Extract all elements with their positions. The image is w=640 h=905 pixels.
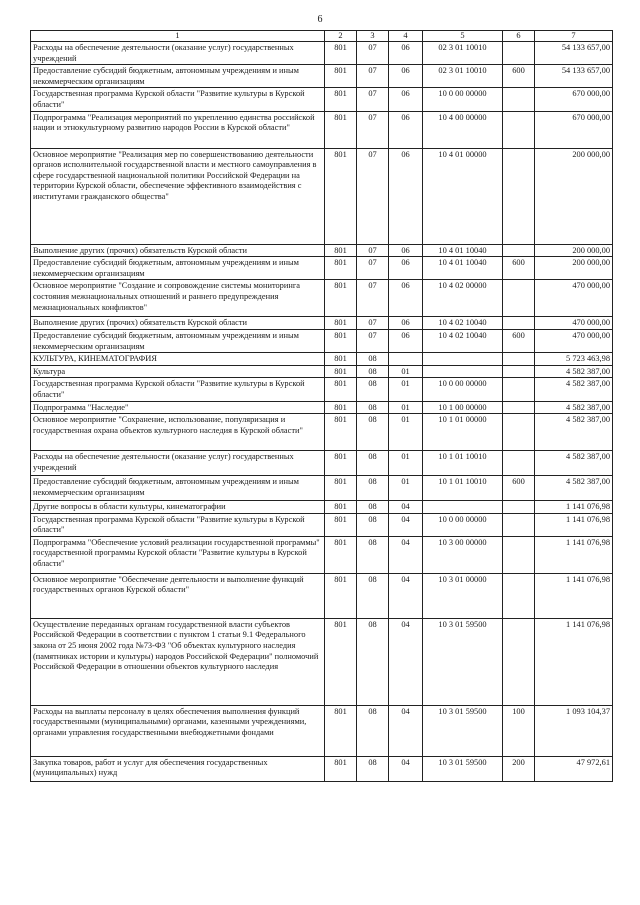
- cell-c2: 801: [325, 573, 357, 618]
- cell-c6: [503, 365, 535, 378]
- table-row: [31, 353, 613, 366]
- cell-c6: 600: [503, 257, 535, 280]
- cell-c4: 04: [389, 536, 423, 573]
- cell-c2: 801: [325, 501, 357, 514]
- cell-c5: 02 3 01 10010: [423, 42, 503, 65]
- cell-c2: 801: [325, 280, 357, 317]
- cell-c5: 10 1 01 10010: [423, 451, 503, 476]
- table-row: [31, 476, 613, 501]
- cell-c2: 801: [325, 317, 357, 330]
- row-name: Предоставление субсидий бюджетным, автономным учреждениям и иным некоммерческим организациям: [31, 65, 325, 88]
- cell-c4: 06: [389, 244, 423, 257]
- cell-c6: 200: [503, 756, 535, 781]
- cell-c5: 02 3 01 10010: [423, 65, 503, 88]
- table-row: [31, 317, 613, 330]
- cell-amount: 200 000,00: [535, 148, 613, 244]
- table-row: [31, 378, 613, 401]
- table-row: [31, 244, 613, 257]
- cell-c3: 07: [357, 280, 389, 317]
- cell-amount: 1 141 076,98: [535, 536, 613, 573]
- cell-c3: 08: [357, 536, 389, 573]
- cell-c2: 801: [325, 756, 357, 781]
- cell-c3: 07: [357, 317, 389, 330]
- row-name: Культура: [31, 365, 325, 378]
- cell-amount: 470 000,00: [535, 317, 613, 330]
- cell-c6: [503, 501, 535, 514]
- cell-c3: 07: [357, 65, 389, 88]
- cell-c5: [423, 365, 503, 378]
- cell-c5: 10 1 00 00000: [423, 401, 503, 414]
- cell-c2: 801: [325, 401, 357, 414]
- cell-c3: 08: [357, 365, 389, 378]
- row-name: Предоставление субсидий бюджетным, автономным учреждениям и иным некоммерческим организациям: [31, 476, 325, 501]
- cell-c2: 801: [325, 513, 357, 536]
- cell-c5: 10 4 02 10040: [423, 317, 503, 330]
- cell-c4: 06: [389, 280, 423, 317]
- table-row: [31, 257, 613, 280]
- cell-c4: 06: [389, 111, 423, 148]
- cell-c5: 10 3 01 59500: [423, 756, 503, 781]
- cell-c3: 08: [357, 501, 389, 514]
- cell-c3: 08: [357, 414, 389, 451]
- row-name: Подпрограмма "Наследие": [31, 401, 325, 414]
- row-name: Закупка товаров, работ и услуг для обеспечения государственных (муниципальных) нужд: [31, 756, 325, 781]
- cell-c2: 801: [325, 88, 357, 111]
- cell-c5: 10 0 00 00000: [423, 378, 503, 401]
- row-name: Государственная программа Курской области "Развитие культуры в Курской области": [31, 378, 325, 401]
- cell-c3: 08: [357, 573, 389, 618]
- cell-c6: 600: [503, 65, 535, 88]
- cell-c6: [503, 244, 535, 257]
- cell-c5: 10 4 02 10040: [423, 329, 503, 352]
- cell-c4: 01: [389, 378, 423, 401]
- cell-c5: 10 1 01 00000: [423, 414, 503, 451]
- table-row: [31, 756, 613, 781]
- cell-c5: 10 3 01 00000: [423, 573, 503, 618]
- cell-c6: [503, 353, 535, 366]
- cell-c3: 08: [357, 451, 389, 476]
- cell-c4: [389, 353, 423, 366]
- table-row: [31, 401, 613, 414]
- row-name: Расходы на обеспечение деятельности (оказание услуг) государственных учреждений: [31, 451, 325, 476]
- cell-c6: [503, 536, 535, 573]
- cell-c2: 801: [325, 329, 357, 352]
- table-row: [31, 451, 613, 476]
- row-name: КУЛЬТУРА, КИНЕМАТОГРАФИЯ: [31, 353, 325, 366]
- cell-amount: 1 141 076,98: [535, 513, 613, 536]
- cell-c6: 100: [503, 705, 535, 756]
- cell-c2: 801: [325, 257, 357, 280]
- cell-amount: 4 582 387,00: [535, 414, 613, 451]
- row-name: Расходы на обеспечение деятельности (оказание услуг) государственных учреждений: [31, 42, 325, 65]
- cell-c4: 06: [389, 88, 423, 111]
- cell-amount: 670 000,00: [535, 111, 613, 148]
- cell-c5: 10 0 00 00000: [423, 513, 503, 536]
- cell-amount: 470 000,00: [535, 329, 613, 352]
- table-row: [31, 111, 613, 148]
- cell-c3: 08: [357, 353, 389, 366]
- cell-c2: 801: [325, 42, 357, 65]
- table-row: [31, 414, 613, 451]
- cell-c3: 08: [357, 618, 389, 705]
- cell-c2: 801: [325, 244, 357, 257]
- column-header: 2: [325, 31, 357, 42]
- cell-amount: 1 141 076,98: [535, 573, 613, 618]
- column-header: 7: [535, 31, 613, 42]
- cell-c4: 06: [389, 65, 423, 88]
- cell-amount: 4 582 387,00: [535, 378, 613, 401]
- cell-c6: [503, 111, 535, 148]
- cell-c4: 06: [389, 148, 423, 244]
- row-name: Осуществление переданных органам государственной власти субъектов Российской Федерации в соответствии с пунктом 1 статьи 9.1 Федерального закона от 25 июня 2002 года №73-ФЗ "Об объектах культурного наследия (памятниках истории и культуры) народов Российской Федерации" полномочий Российской Федерации в отношении объектов культурного наследия: [31, 618, 325, 705]
- cell-c3: 07: [357, 329, 389, 352]
- cell-c4: 01: [389, 365, 423, 378]
- cell-amount: 1 141 076,98: [535, 501, 613, 514]
- cell-c6: [503, 148, 535, 244]
- cell-c5: 10 4 02 00000: [423, 280, 503, 317]
- cell-c6: [503, 88, 535, 111]
- cell-c4: 06: [389, 42, 423, 65]
- cell-c4: 04: [389, 618, 423, 705]
- cell-c5: 10 3 00 00000: [423, 536, 503, 573]
- row-name: Выполнение других (прочих) обязательств Курской области: [31, 317, 325, 330]
- column-header: 6: [503, 31, 535, 42]
- cell-c6: [503, 378, 535, 401]
- cell-c3: 08: [357, 513, 389, 536]
- cell-amount: 4 582 387,00: [535, 401, 613, 414]
- cell-c5: 10 4 01 00000: [423, 148, 503, 244]
- cell-c6: [503, 573, 535, 618]
- cell-c2: 801: [325, 65, 357, 88]
- cell-c6: [503, 414, 535, 451]
- cell-c5: 10 1 01 10010: [423, 476, 503, 501]
- table-row: [31, 513, 613, 536]
- cell-c4: 01: [389, 476, 423, 501]
- cell-c4: 04: [389, 705, 423, 756]
- cell-amount: 470 000,00: [535, 280, 613, 317]
- cell-c3: 07: [357, 88, 389, 111]
- table-row: [31, 65, 613, 88]
- row-name: Предоставление субсидий бюджетным, автономным учреждениям и иным некоммерческим организациям: [31, 329, 325, 352]
- cell-amount: 1 141 076,98: [535, 618, 613, 705]
- cell-c6: [503, 618, 535, 705]
- cell-c3: 08: [357, 378, 389, 401]
- row-name: Подпрограмма "Обеспечение условий реализации государственной программы" государственной программы Курской области "Развитие культуры в Курской области": [31, 536, 325, 573]
- cell-c4: 04: [389, 501, 423, 514]
- cell-amount: 1 093 104,37: [535, 705, 613, 756]
- cell-amount: 54 133 657,00: [535, 65, 613, 88]
- cell-c4: 04: [389, 573, 423, 618]
- cell-c3: 07: [357, 111, 389, 148]
- cell-c4: 01: [389, 401, 423, 414]
- cell-c3: 07: [357, 257, 389, 280]
- cell-c5: 10 3 01 59500: [423, 618, 503, 705]
- table-row: [31, 365, 613, 378]
- row-name: Другие вопросы в области культуры, кинематографии: [31, 501, 325, 514]
- cell-c6: [503, 451, 535, 476]
- cell-c3: 07: [357, 148, 389, 244]
- cell-c5: 10 0 00 00000: [423, 88, 503, 111]
- table-row: [31, 705, 613, 756]
- cell-c5: 10 4 00 00000: [423, 111, 503, 148]
- cell-c6: [503, 42, 535, 65]
- cell-c5: 10 4 01 10040: [423, 257, 503, 280]
- cell-c2: 801: [325, 148, 357, 244]
- cell-amount: 4 582 387,00: [535, 365, 613, 378]
- cell-c4: 06: [389, 329, 423, 352]
- row-name: Расходы на выплаты персоналу в целях обеспечения выполнения функций государственными (муниципальными) органами, казенными учреждениями, органами управления государственными внебюджетными фондами: [31, 705, 325, 756]
- cell-c2: 801: [325, 705, 357, 756]
- cell-c2: 801: [325, 111, 357, 148]
- row-name: Предоставление субсидий бюджетным, автономным учреждениям и иным некоммерческим организациям: [31, 257, 325, 280]
- row-name: Основное мероприятие "Сохранение, использование, популяризация и государственная охрана объектов культурного наследия в Курской области": [31, 414, 325, 451]
- cell-c2: 801: [325, 451, 357, 476]
- cell-c5: 10 4 01 10040: [423, 244, 503, 257]
- budget-table: [30, 30, 613, 782]
- row-name: Основное мероприятие "Реализация мер по совершенствованию деятельности органов исполнительной государственной власти и местного самоуправления в сфере государственной национальной политики Российской Федерации на территории Курской области, обеспечение эффективного взаимодействия с институтами гражданского общества": [31, 148, 325, 244]
- table-row: [31, 280, 613, 317]
- column-header: 4: [389, 31, 423, 42]
- cell-c5: [423, 353, 503, 366]
- row-name: Основное мероприятие "Обеспечение деятельности и выполнение функций государственных органов Курской области": [31, 573, 325, 618]
- cell-c2: 801: [325, 353, 357, 366]
- cell-amount: 4 582 387,00: [535, 476, 613, 501]
- row-name: Государственная программа Курской области "Развитие культуры в Курской области": [31, 513, 325, 536]
- table-row: [31, 42, 613, 65]
- row-name: Основное мероприятие "Создание и сопровождение системы мониторинга состояния межнациональных отношений и раннего предупреждения межнациональных конфликтов": [31, 280, 325, 317]
- cell-c4: 06: [389, 257, 423, 280]
- cell-c6: 600: [503, 329, 535, 352]
- cell-c6: 600: [503, 476, 535, 501]
- cell-amount: 5 723 463,98: [535, 353, 613, 366]
- cell-c5: 10 3 01 59500: [423, 705, 503, 756]
- cell-amount: 54 133 657,00: [535, 42, 613, 65]
- row-name: Выполнение других (прочих) обязательств Курской области: [31, 244, 325, 257]
- cell-c2: 801: [325, 618, 357, 705]
- cell-amount: 47 972,61: [535, 756, 613, 781]
- cell-c6: [503, 280, 535, 317]
- cell-c2: 801: [325, 365, 357, 378]
- cell-amount: 4 582 387,00: [535, 451, 613, 476]
- cell-c6: [503, 513, 535, 536]
- column-header: 1: [31, 31, 325, 42]
- cell-c2: 801: [325, 536, 357, 573]
- cell-amount: 670 000,00: [535, 88, 613, 111]
- column-header: 3: [357, 31, 389, 42]
- page-number: 6: [317, 14, 323, 25]
- column-number-row: [31, 31, 613, 42]
- cell-amount: 200 000,00: [535, 257, 613, 280]
- table-row: [31, 148, 613, 244]
- cell-c5: [423, 501, 503, 514]
- cell-c3: 07: [357, 42, 389, 65]
- cell-c3: 07: [357, 244, 389, 257]
- cell-c2: 801: [325, 476, 357, 501]
- table-row: [31, 536, 613, 573]
- cell-c4: 01: [389, 414, 423, 451]
- column-header: 5: [423, 31, 503, 42]
- table-row: [31, 88, 613, 111]
- table-row: [31, 573, 613, 618]
- cell-c3: 08: [357, 401, 389, 414]
- cell-c3: 08: [357, 476, 389, 501]
- cell-c4: 01: [389, 451, 423, 476]
- table-row: [31, 329, 613, 352]
- row-name: Государственная программа Курской области "Развитие культуры в Курской области": [31, 88, 325, 111]
- cell-c4: 04: [389, 513, 423, 536]
- table-row: [31, 501, 613, 514]
- cell-c2: 801: [325, 378, 357, 401]
- cell-c6: [503, 317, 535, 330]
- cell-c3: 08: [357, 705, 389, 756]
- table-row: [31, 618, 613, 705]
- cell-amount: 200 000,00: [535, 244, 613, 257]
- cell-c4: 06: [389, 317, 423, 330]
- cell-c3: 08: [357, 756, 389, 781]
- row-name: Подпрограмма "Реализация мероприятий по укреплению единства российской нации и этнокультурному развитию народов России в Курской области": [31, 111, 325, 148]
- cell-c6: [503, 401, 535, 414]
- cell-c2: 801: [325, 414, 357, 451]
- cell-c4: 04: [389, 756, 423, 781]
